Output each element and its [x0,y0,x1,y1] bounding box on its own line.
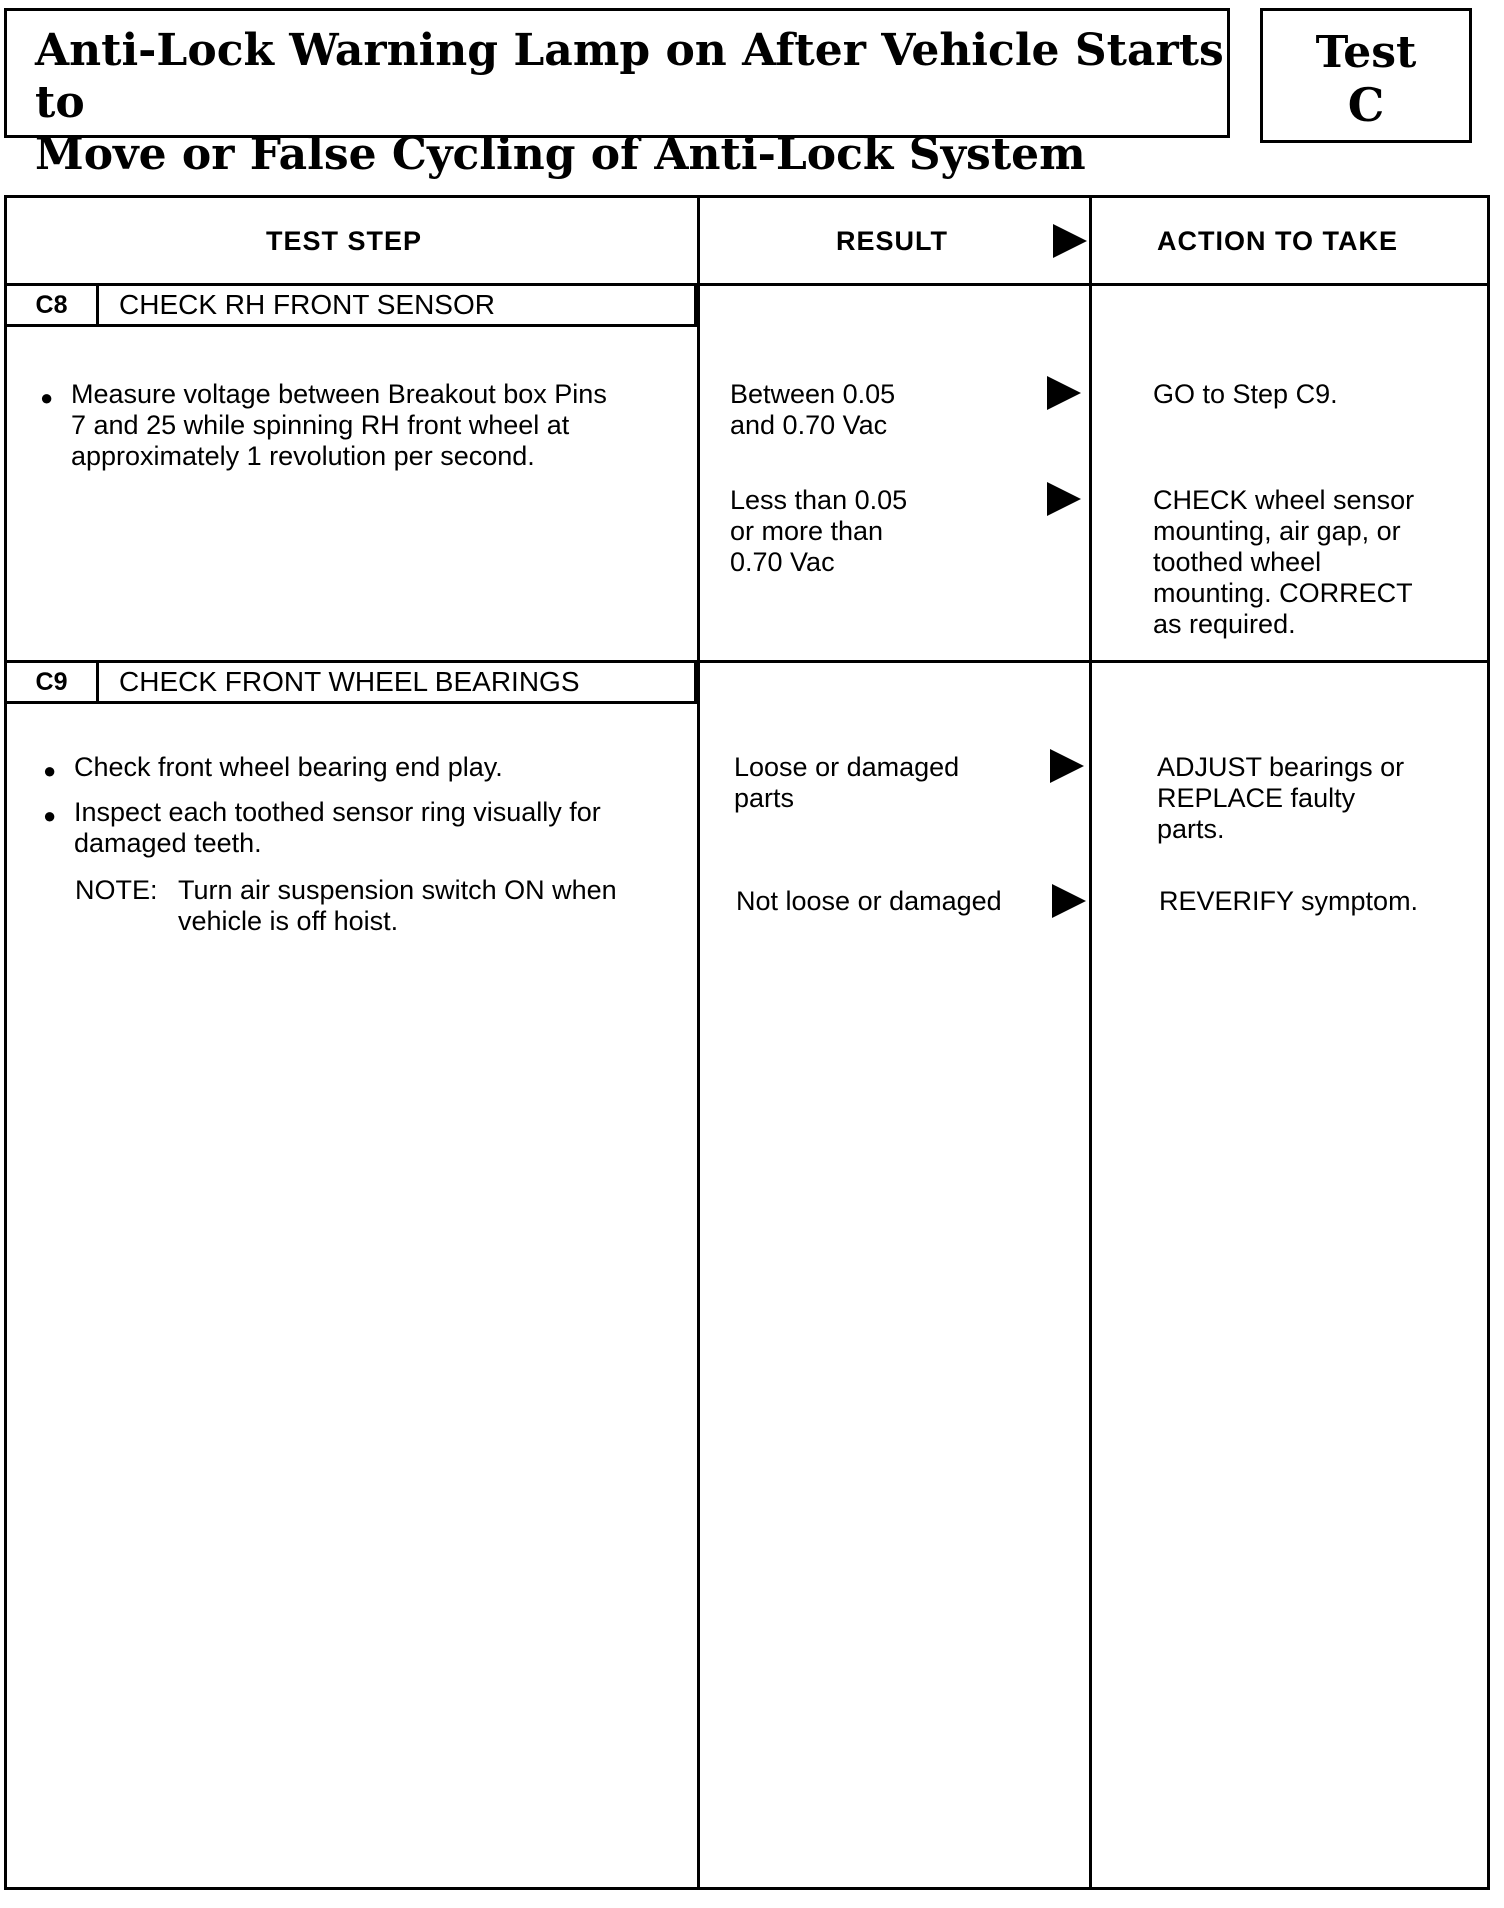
result-text: Between 0.05 and 0.70 Vac [730,379,896,440]
test-table [4,195,1490,1890]
title-box [4,8,1230,180]
test-id: C [1347,78,1385,132]
column-header-result: RESULT [836,226,948,256]
arrow-icon [1047,376,1081,410]
action-text: ADJUST bearings or REPLACE faulty parts. [1157,752,1405,844]
test-label: Test [1315,27,1417,78]
result-text: Not loose or damaged [736,886,1002,916]
column-header-test-step: TEST STEP [266,226,423,256]
test-id-box [1260,8,1472,143]
step-id: C8 [7,286,99,324]
step-id: C9 [7,663,99,701]
arrow-icon [1052,884,1086,918]
page-title: Anti-Lock Warning Lamp on After Vehicle Starts to Move or False Cycling of Anti-Lock System [35,25,1224,180]
step-title: CHECK FRONT WHEEL BEARINGS [119,666,580,697]
bullet-icon: ● [43,758,57,783]
note-text: Turn air suspension switch ON when vehicle is off hoist. [178,875,617,936]
column-divider [697,198,700,1887]
result-text: Loose or damaged parts [734,752,960,813]
arrow-icon [1047,482,1081,516]
column-divider [1089,198,1092,1887]
arrow-icon [1050,749,1084,783]
note-label: NOTE: [75,875,158,905]
step-instruction: Check front wheel bearing end play. [74,752,503,782]
action-text: CHECK wheel sensor mounting, air gap, or toothed wheel mounting. CORRECT as required. [1153,485,1415,639]
action-text: REVERIFY symptom. [1159,886,1419,916]
column-header-action: ACTION TO TAKE [1157,226,1398,256]
result-text: Less than 0.05 or more than 0.70 Vac [730,485,908,577]
bullet-icon: ● [40,385,54,410]
step-instruction: Inspect each toothed sensor ring visually for damaged teeth. [74,797,601,858]
bullet-icon: ● [43,803,57,828]
step-title: CHECK RH FRONT SENSOR [119,289,495,320]
step-instruction: Measure voltage between Breakout box Pins 7 and 25 while spinning RH front wheel at approximately 1 revolution per second. [71,379,607,471]
arrow-icon [1053,224,1087,258]
step-header-c8 [7,283,697,327]
action-text: GO to Step C9. [1153,379,1338,409]
step-header-c9 [7,660,697,704]
